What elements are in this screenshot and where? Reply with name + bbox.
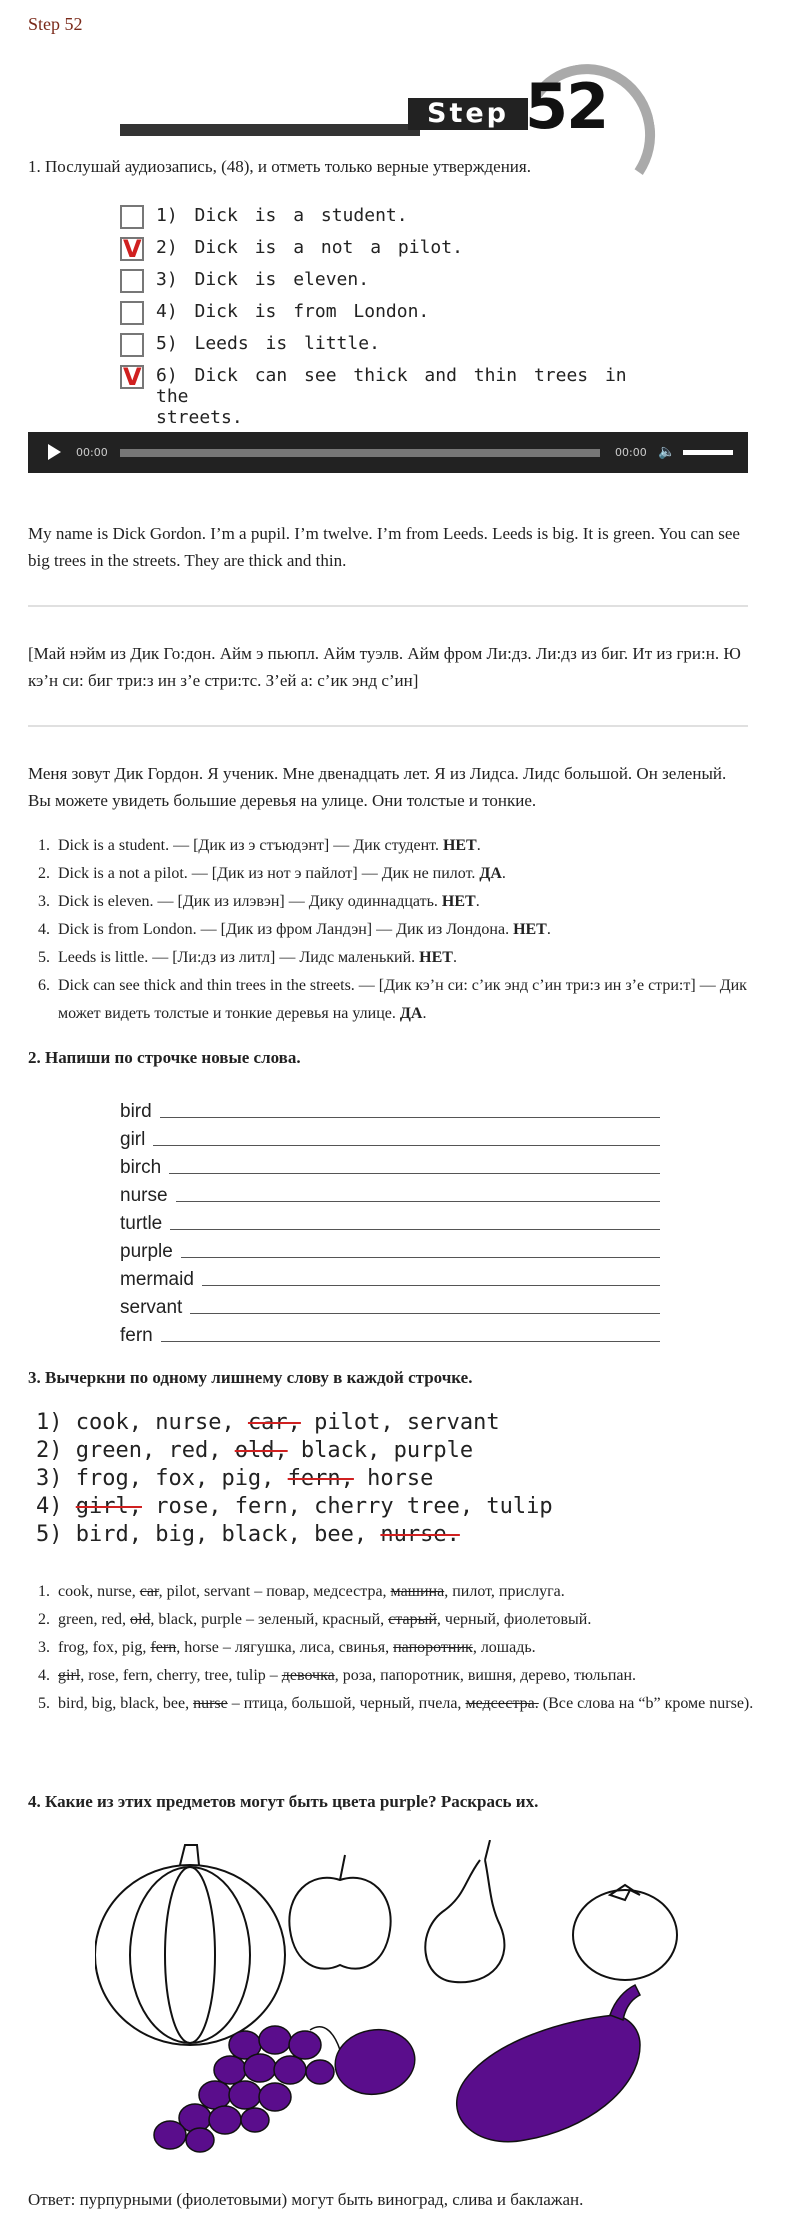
- step-banner: [120, 62, 655, 142]
- check-item-label: 1) Dick is a student.: [156, 205, 408, 226]
- answer-text: (Все слова на “b” кроме nurse).: [538, 1695, 754, 1712]
- row-text: rose, fern, cherry tree, tulip: [141, 1494, 553, 1519]
- task2-title-text: 2. Напиши по строчке новые слова.: [28, 1048, 301, 1067]
- answer-text: – птица, большой, черный, пчела,: [227, 1695, 466, 1712]
- divider: [28, 725, 748, 727]
- check-item-label-line2: streets.: [156, 407, 243, 428]
- coloring-picture: [95, 1840, 695, 2160]
- word-line: [120, 1123, 660, 1151]
- checkbox[interactable]: [120, 269, 144, 293]
- word-label: turtle: [120, 1213, 163, 1234]
- checkbox[interactable]: [120, 333, 144, 357]
- checkbox[interactable]: [120, 237, 144, 261]
- check-item-label: [156, 365, 660, 428]
- list-number: 5.: [38, 1695, 50, 1712]
- list-number: 4.: [38, 1667, 50, 1684]
- word-label: nurse: [120, 1185, 168, 1206]
- crossed-word: fern,: [287, 1466, 354, 1491]
- answer-text: , rose, fern, cherry, tree, tulip –: [80, 1667, 282, 1684]
- crossed-word: nurse: [193, 1695, 228, 1712]
- word-line: [120, 1151, 660, 1179]
- answer-text: Dick can see thick and thin trees in the streets. — [Дик кэ’н си: с’ик энд с’ин три:з ин з’е стри:т] — Дик может видеть толстые и тонкие деревья на улице.: [58, 977, 747, 1022]
- audio-current-time: 00:00: [76, 446, 108, 459]
- crossed-word: girl: [58, 1667, 81, 1684]
- volume-icon[interactable]: 🔈: [658, 444, 676, 460]
- cross-row: [36, 1410, 636, 1438]
- word-line: [120, 1095, 660, 1123]
- answer-text: bird, big, black, bee,: [58, 1695, 194, 1712]
- word-label: servant: [120, 1297, 183, 1318]
- answer-text: , лошадь.: [472, 1639, 536, 1656]
- answer-text: cook, nurse,: [58, 1583, 140, 1600]
- cross-out-exercise: [36, 1410, 636, 1550]
- check-item-label-line1: 6) Dick can see thick and thin trees in the: [156, 365, 627, 407]
- word-line: [120, 1291, 660, 1319]
- word-line: [120, 1207, 660, 1235]
- plum-picture[interactable]: [330, 2024, 420, 2101]
- writing-line[interactable]: [176, 1201, 660, 1202]
- checkbox[interactable]: [120, 205, 144, 229]
- list-item: [28, 1662, 758, 1690]
- banner-step-number: 52: [525, 70, 608, 143]
- writing-line[interactable]: [160, 1117, 660, 1118]
- writing-line[interactable]: [202, 1285, 660, 1286]
- row-number: 4): [36, 1494, 63, 1519]
- list-item: [28, 972, 758, 1028]
- list-item: [28, 1578, 758, 1606]
- banner-step-label: Step: [408, 98, 528, 130]
- row-text: cook, nurse,: [75, 1410, 248, 1435]
- audio-progress-bar[interactable]: [120, 449, 600, 457]
- list-item: [28, 1690, 758, 1718]
- crossed-word: fern: [150, 1639, 177, 1656]
- audio-player: [28, 432, 748, 473]
- writing-line[interactable]: [181, 1257, 660, 1258]
- tomato-picture[interactable]: [573, 1885, 677, 1980]
- check-item-5: [120, 333, 660, 365]
- crossed-word: старый: [388, 1611, 437, 1628]
- answer-text: Dick is a not a pilot. — [Дик из нот э пайлот] — Дик не пилот.: [58, 865, 480, 882]
- eggplant-picture[interactable]: [457, 1985, 640, 2142]
- answer-end: .: [452, 949, 457, 966]
- word-label: mermaid: [120, 1269, 194, 1290]
- answer-end: .: [476, 837, 481, 854]
- answer-text: Dick is a student. — [Дик из э стъюдэнт] — Дик студент.: [58, 837, 443, 854]
- row-text: black, purple: [287, 1438, 474, 1463]
- list-item: [28, 944, 758, 972]
- text-transcription: [Май нэйм из Дик Го:дон. Айм э пьюпл. Айм туэлв. Айм фром Ли:дз. Ли:дз из биг. Ит из гри:н. Ю кэ’н си: биг три:з ин з’е стри:тс. З’ей а: с’ик энд с’ин]: [28, 644, 741, 690]
- list-item: [28, 916, 758, 944]
- answer-verdict: ДА: [399, 1005, 423, 1022]
- list-number: 3.: [38, 893, 50, 910]
- word-line: [120, 1319, 660, 1347]
- check-item-3: [120, 269, 660, 301]
- task4-answer: Ответ: пурпурными (фиолетовыми) могут быть виноград, слива и баклажан.: [28, 2190, 584, 2209]
- answers-task3: [28, 1578, 758, 1718]
- row-number: 5): [36, 1522, 63, 1547]
- writing-line[interactable]: [170, 1229, 660, 1230]
- check-item-2: [120, 237, 660, 269]
- answer-verdict: НЕТ: [419, 949, 453, 966]
- crossed-word: папоротник: [393, 1639, 473, 1656]
- list-item: [28, 860, 758, 888]
- crossed-word: nurse.: [380, 1522, 460, 1547]
- list-item: [28, 1634, 758, 1662]
- list-number: 6.: [38, 977, 50, 994]
- cross-row: [36, 1522, 636, 1550]
- check-item-4: [120, 301, 660, 333]
- answer-text: , черный, фиолетовый.: [436, 1611, 592, 1628]
- play-icon[interactable]: [48, 444, 61, 460]
- list-number: 2.: [38, 1611, 50, 1628]
- answer-verdict: ДА: [479, 865, 502, 882]
- answer-text: green, red,: [58, 1611, 130, 1628]
- row-text: pilot, servant: [300, 1410, 500, 1435]
- audio-total-time: 00:00: [615, 446, 647, 459]
- list-number: 1.: [38, 837, 50, 854]
- crossed-word: car,: [247, 1410, 301, 1435]
- answer-end: .: [501, 865, 506, 882]
- list-number: 2.: [38, 865, 50, 882]
- answer-text: Leeds is little. — [Ли:дз из литл] — Лидс маленький.: [58, 949, 420, 966]
- list-item: [28, 888, 758, 916]
- list-number: 1.: [38, 1583, 50, 1600]
- writing-line[interactable]: [190, 1313, 660, 1314]
- check-item-1: [120, 205, 660, 237]
- cross-row: [36, 1438, 636, 1466]
- checkbox[interactable]: [120, 365, 144, 389]
- row-text: horse: [353, 1466, 434, 1491]
- pear-picture[interactable]: [425, 1840, 504, 1982]
- word-label: bird: [120, 1101, 152, 1122]
- answer-text: , black, purple – зеленый, красный,: [150, 1611, 389, 1628]
- word-label: purple: [120, 1241, 173, 1262]
- word-label: girl: [120, 1129, 146, 1150]
- answer-text: Dick is from London. — [Дик из фром Ландэн] — Дик из Лондона.: [58, 921, 514, 938]
- crossed-word: old,: [234, 1438, 288, 1463]
- task4-title: [28, 1792, 538, 1812]
- page-title: Step 52: [28, 14, 83, 34]
- word-label: fern: [120, 1325, 153, 1346]
- list-number: 4.: [38, 921, 50, 938]
- checklist: [120, 205, 660, 428]
- check-item-label: 3) Dick is eleven.: [156, 269, 370, 290]
- crossed-word: girl,: [75, 1494, 142, 1519]
- answer-end: .: [546, 921, 551, 938]
- answer-verdict: НЕТ: [441, 893, 476, 910]
- text-english: My name is Dick Gordon. I’m a pupil. I’m twelve. I’m from Leeds. Leeds is big. It is green. You can see big trees in the streets. They are thick and thin.: [28, 524, 740, 570]
- answer-end: .: [475, 893, 480, 910]
- crossed-word: девочка: [281, 1667, 335, 1684]
- row-number: 1): [36, 1410, 63, 1435]
- writing-line[interactable]: [169, 1173, 660, 1174]
- answer-text: , pilot, servant – повар, медсестра,: [158, 1583, 391, 1600]
- check-mark-icon: V: [123, 363, 142, 391]
- crossed-word: медсестра.: [465, 1695, 539, 1712]
- answer-text: frog, fox, pig,: [58, 1639, 151, 1656]
- check-mark-icon: V: [123, 235, 142, 263]
- crossed-word: old: [129, 1611, 151, 1628]
- answer-text: , роза, папоротник, вишня, дерево, тюльпан.: [334, 1667, 637, 1684]
- task3-title: [28, 1368, 472, 1388]
- answer-text: , пилот, прислуга.: [444, 1583, 565, 1600]
- divider: [28, 605, 748, 607]
- row-text: bird, big, black, bee,: [75, 1522, 381, 1547]
- answer-end: .: [422, 1005, 427, 1022]
- row-text: frog, fox, pig,: [75, 1466, 288, 1491]
- task1-title: 1. Послушай аудиозапись, (48), и отметь только верные утверждения.: [28, 157, 531, 176]
- check-item-label: 5) Leeds is little.: [156, 333, 380, 354]
- cross-row: [36, 1494, 636, 1522]
- word-line: [120, 1179, 660, 1207]
- row-number: 2): [36, 1438, 63, 1463]
- answers-task1: [28, 832, 758, 1028]
- task4-title-text: 4. Какие из этих предметов могут быть цвета purple? Раскрась их.: [28, 1792, 539, 1811]
- word-lines: [120, 1095, 660, 1347]
- list-item: [28, 1606, 758, 1634]
- word-line: [120, 1235, 660, 1263]
- volume-slider[interactable]: [683, 450, 733, 455]
- answer-text: , horse – лягушка, лиса, свинья,: [176, 1639, 394, 1656]
- check-item-label: 2) Dick is a not a pilot.: [156, 237, 463, 258]
- check-item-6: [120, 363, 660, 428]
- writing-line[interactable]: [153, 1145, 660, 1146]
- writing-line[interactable]: [161, 1341, 660, 1342]
- word-label: birch: [120, 1157, 162, 1178]
- answer-verdict: НЕТ: [442, 837, 477, 854]
- banner-line: [120, 124, 420, 136]
- apple-picture[interactable]: [289, 1855, 390, 1969]
- task3-title-text: 3. Вычеркни по одному лишнему слову в каждой строчке.: [28, 1368, 473, 1387]
- text-russian: Меня зовут Дик Гордон. Я ученик. Мне двенадцать лет. Я из Лидса. Лидс большой. Он зеленый. Вы можете увидеть большие деревья на улице. Они толстые и тонкие.: [28, 764, 727, 810]
- crossed-word: машина: [390, 1583, 445, 1600]
- word-line: [120, 1263, 660, 1291]
- row-text: green, red,: [75, 1438, 235, 1463]
- list-number: 5.: [38, 949, 50, 966]
- pumpkin-picture[interactable]: [95, 1845, 285, 2045]
- answer-verdict: НЕТ: [513, 921, 547, 938]
- crossed-word: car: [139, 1583, 159, 1600]
- list-number: 3.: [38, 1639, 50, 1656]
- task2-title: [28, 1048, 301, 1068]
- row-number: 3): [36, 1466, 63, 1491]
- checkbox[interactable]: [120, 301, 144, 325]
- cross-row: [36, 1466, 636, 1494]
- answer-text: Dick is eleven. — [Дик из илэвэн] — Дику одиннадцать.: [58, 893, 442, 910]
- list-item: [28, 832, 758, 860]
- check-item-label: 4) Dick is from London.: [156, 301, 430, 322]
